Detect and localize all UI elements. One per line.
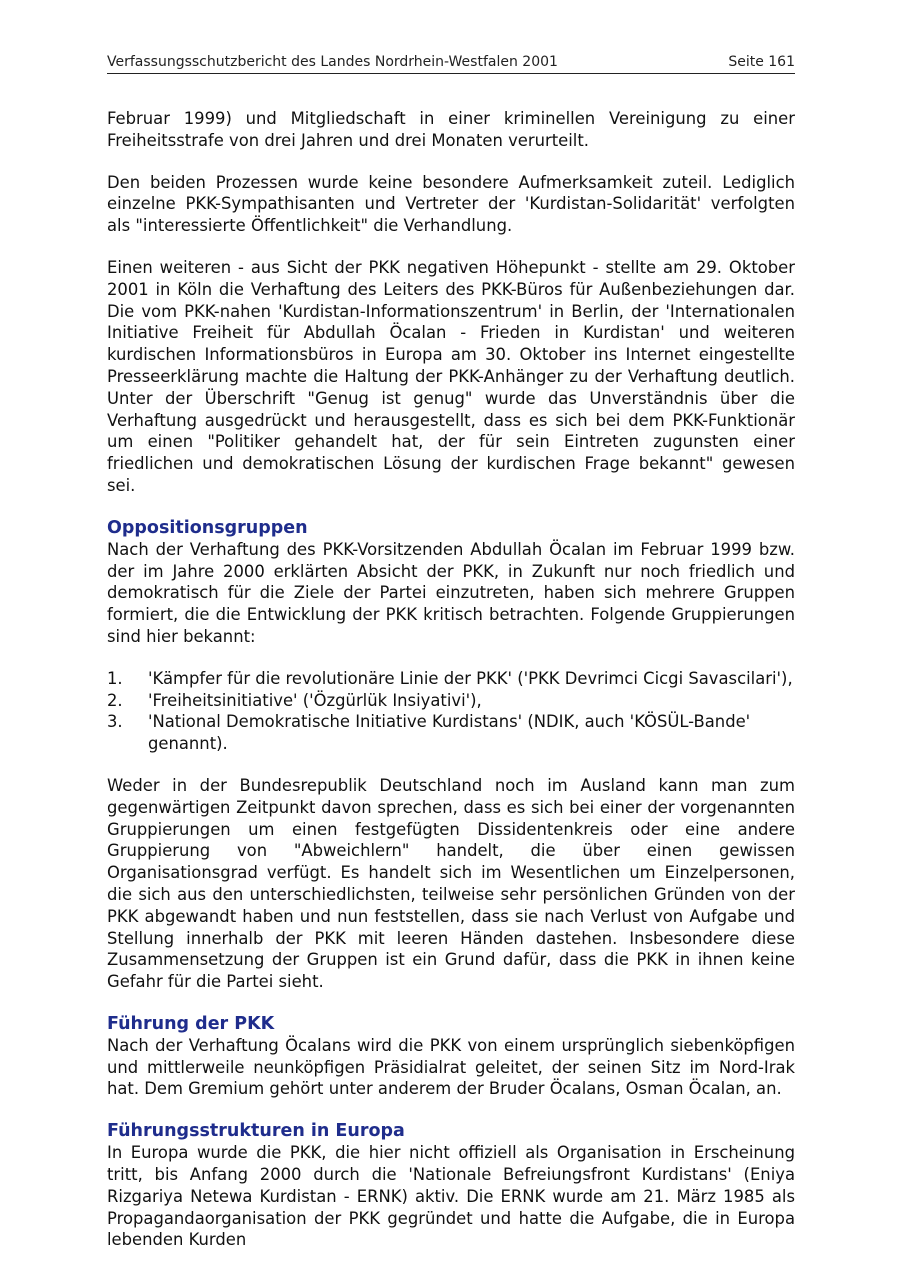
document-title: Verfassungsschutzbericht des Landes Nordrhein-Westfalen 2001 [107, 54, 558, 70]
page-number: Seite 161 [728, 54, 795, 70]
list-item [107, 668, 795, 690]
opposition-intro: Nach der Verhaftung des PKK-Vorsitzenden Abdullah Öcalan im Februar 1999 bzw. der im Jahre 2000 erklärten Absicht der PKK, in Zukunft nur noch friedlich und demokratisch für die Ziele der Partei einzutreten, haben sich mehrere Gruppen formiert, die die Entwicklung der PKK kritisch betrachten. Folgende Gruppierungen sind hier bekannt: [107, 539, 795, 646]
list-item-number: 2. [107, 690, 123, 710]
heading-fuehrung-der-pkk: Führung der PKK [107, 1013, 275, 1034]
list-item-text: 'Freiheitsinitiative' ('Özgürlük Insiyativi'), [148, 690, 482, 710]
heading-fuehrungsstrukturen-europa: Führungsstrukturen in Europa [107, 1121, 405, 1142]
europe-body: In Europa wurde die PKK, die hier nicht offiziell als Organisation in Erscheinung tritt, bis Anfang 2000 durch die 'Nationale Befreiungsfront Kurdistans' (Eniya Rizgariya Netewa Kurdistan - ERNK) aktiv. Die ERNK wurde am 21. März 1985 als Propagandaorganisation der PKK gegründet und hatte die Aufgabe, die in Europa lebenden Kurden [107, 1143, 795, 1250]
page-header [107, 52, 795, 74]
list-item [107, 690, 795, 712]
document-body [107, 108, 795, 1271]
list-item-text: 'Kämpfer für die revolutionäre Linie der PKK' ('PKK Devrimci Cicgi Savascilari'), [148, 668, 793, 688]
heading-oppositionsgruppen: Oppositionsgruppen [107, 517, 308, 538]
list-item-number: 3. [107, 712, 123, 732]
paragraph-2: Den beiden Prozessen wurde keine besondere Aufmerksamkeit zuteil. Lediglich einzelne PKK-Sympathisanten und Vertreter der 'Kurdistan-Solidarität' verfolgten als "interessierte Öffentlichkeit" die Verhandlung. [107, 172, 795, 236]
opposition-group-list [107, 668, 795, 755]
opposition-body: Weder in der Bundesrepublik Deutschland noch im Ausland kann man zum gegenwärtigen Zeitpunkt davon sprechen, dass es sich bei einer der vorgenannten Gruppierungen um einen festgefügten Dissidentenkreis oder eine andere Gruppierung von "Abweichlern" handelt, die über einen gewissen Organisationsgrad verfügt. Es handelt sich im Wesentlichen um Einzelpersonen, die sich aus den unterschiedlichsten, teilweise sehr persönlichen Gründen von der PKK abgewandt haben und nun feststellen, dass sie nach Verlust von Aufgabe und Stellung innerhalb der PKK mit leeren Händen dastehen. Insbesondere diese Zusammensetzung der Gruppen ist ein Grund dafür, dass die PKK in ihnen keine Gefahr für die Partei sieht. [107, 775, 795, 992]
list-item-number: 1. [107, 668, 123, 688]
leadership-body: Nach der Verhaftung Öcalans wird die PKK von einem ursprünglich siebenköpfigen und mittlerweile neunköpfigen Präsidialrat geleitet, der seinen Sitz im Nord-Irak hat. Dem Gremium gehört unter anderem der Bruder Öcalans, Osman Öcalan, an. [107, 1035, 795, 1099]
list-item-text: 'National Demokratische Initiative Kurdistans' (NDIK, auch 'KÖSÜL-Bande' genannt). [148, 712, 751, 754]
list-item [107, 711, 795, 755]
paragraph-1: Februar 1999) und Mitgliedschaft in einer kriminellen Vereinigung zu einer Freiheitsstrafe von drei Jahren und drei Monaten verurteilt. [107, 109, 795, 150]
paragraph-3: Einen weiteren - aus Sicht der PKK negativen Höhepunkt - stellte am 29. Oktober 2001 in Köln die Verhaftung des Leiters des PKK-Büros für Außenbeziehungen dar. Die vom PKK-nahen 'Kurdistan-Informationszentrum' in Berlin, der 'Internationalen Initiative Freiheit für Abdullah Öcalan - Frieden in Kurdistan' und weiteren kurdischen Informationsbüros in Europa am 30. Oktober ins Internet eingestellte Presseerklärung machte die Haltung der PKK-Anhänger zu der Verhaftung deutlich. Unter der Überschrift "Genug ist genug" wurde das Unverständnis über die Verhaftung ausgedrückt und herausgestellt, dass es sich bei dem PKK-Funktionär um einen "Politiker gehandelt hat, der für sein Eintreten zugunsten einer friedlichen und demokratischen Lösung der kurdischen Frage bekannt" gewesen sei. [107, 257, 795, 495]
